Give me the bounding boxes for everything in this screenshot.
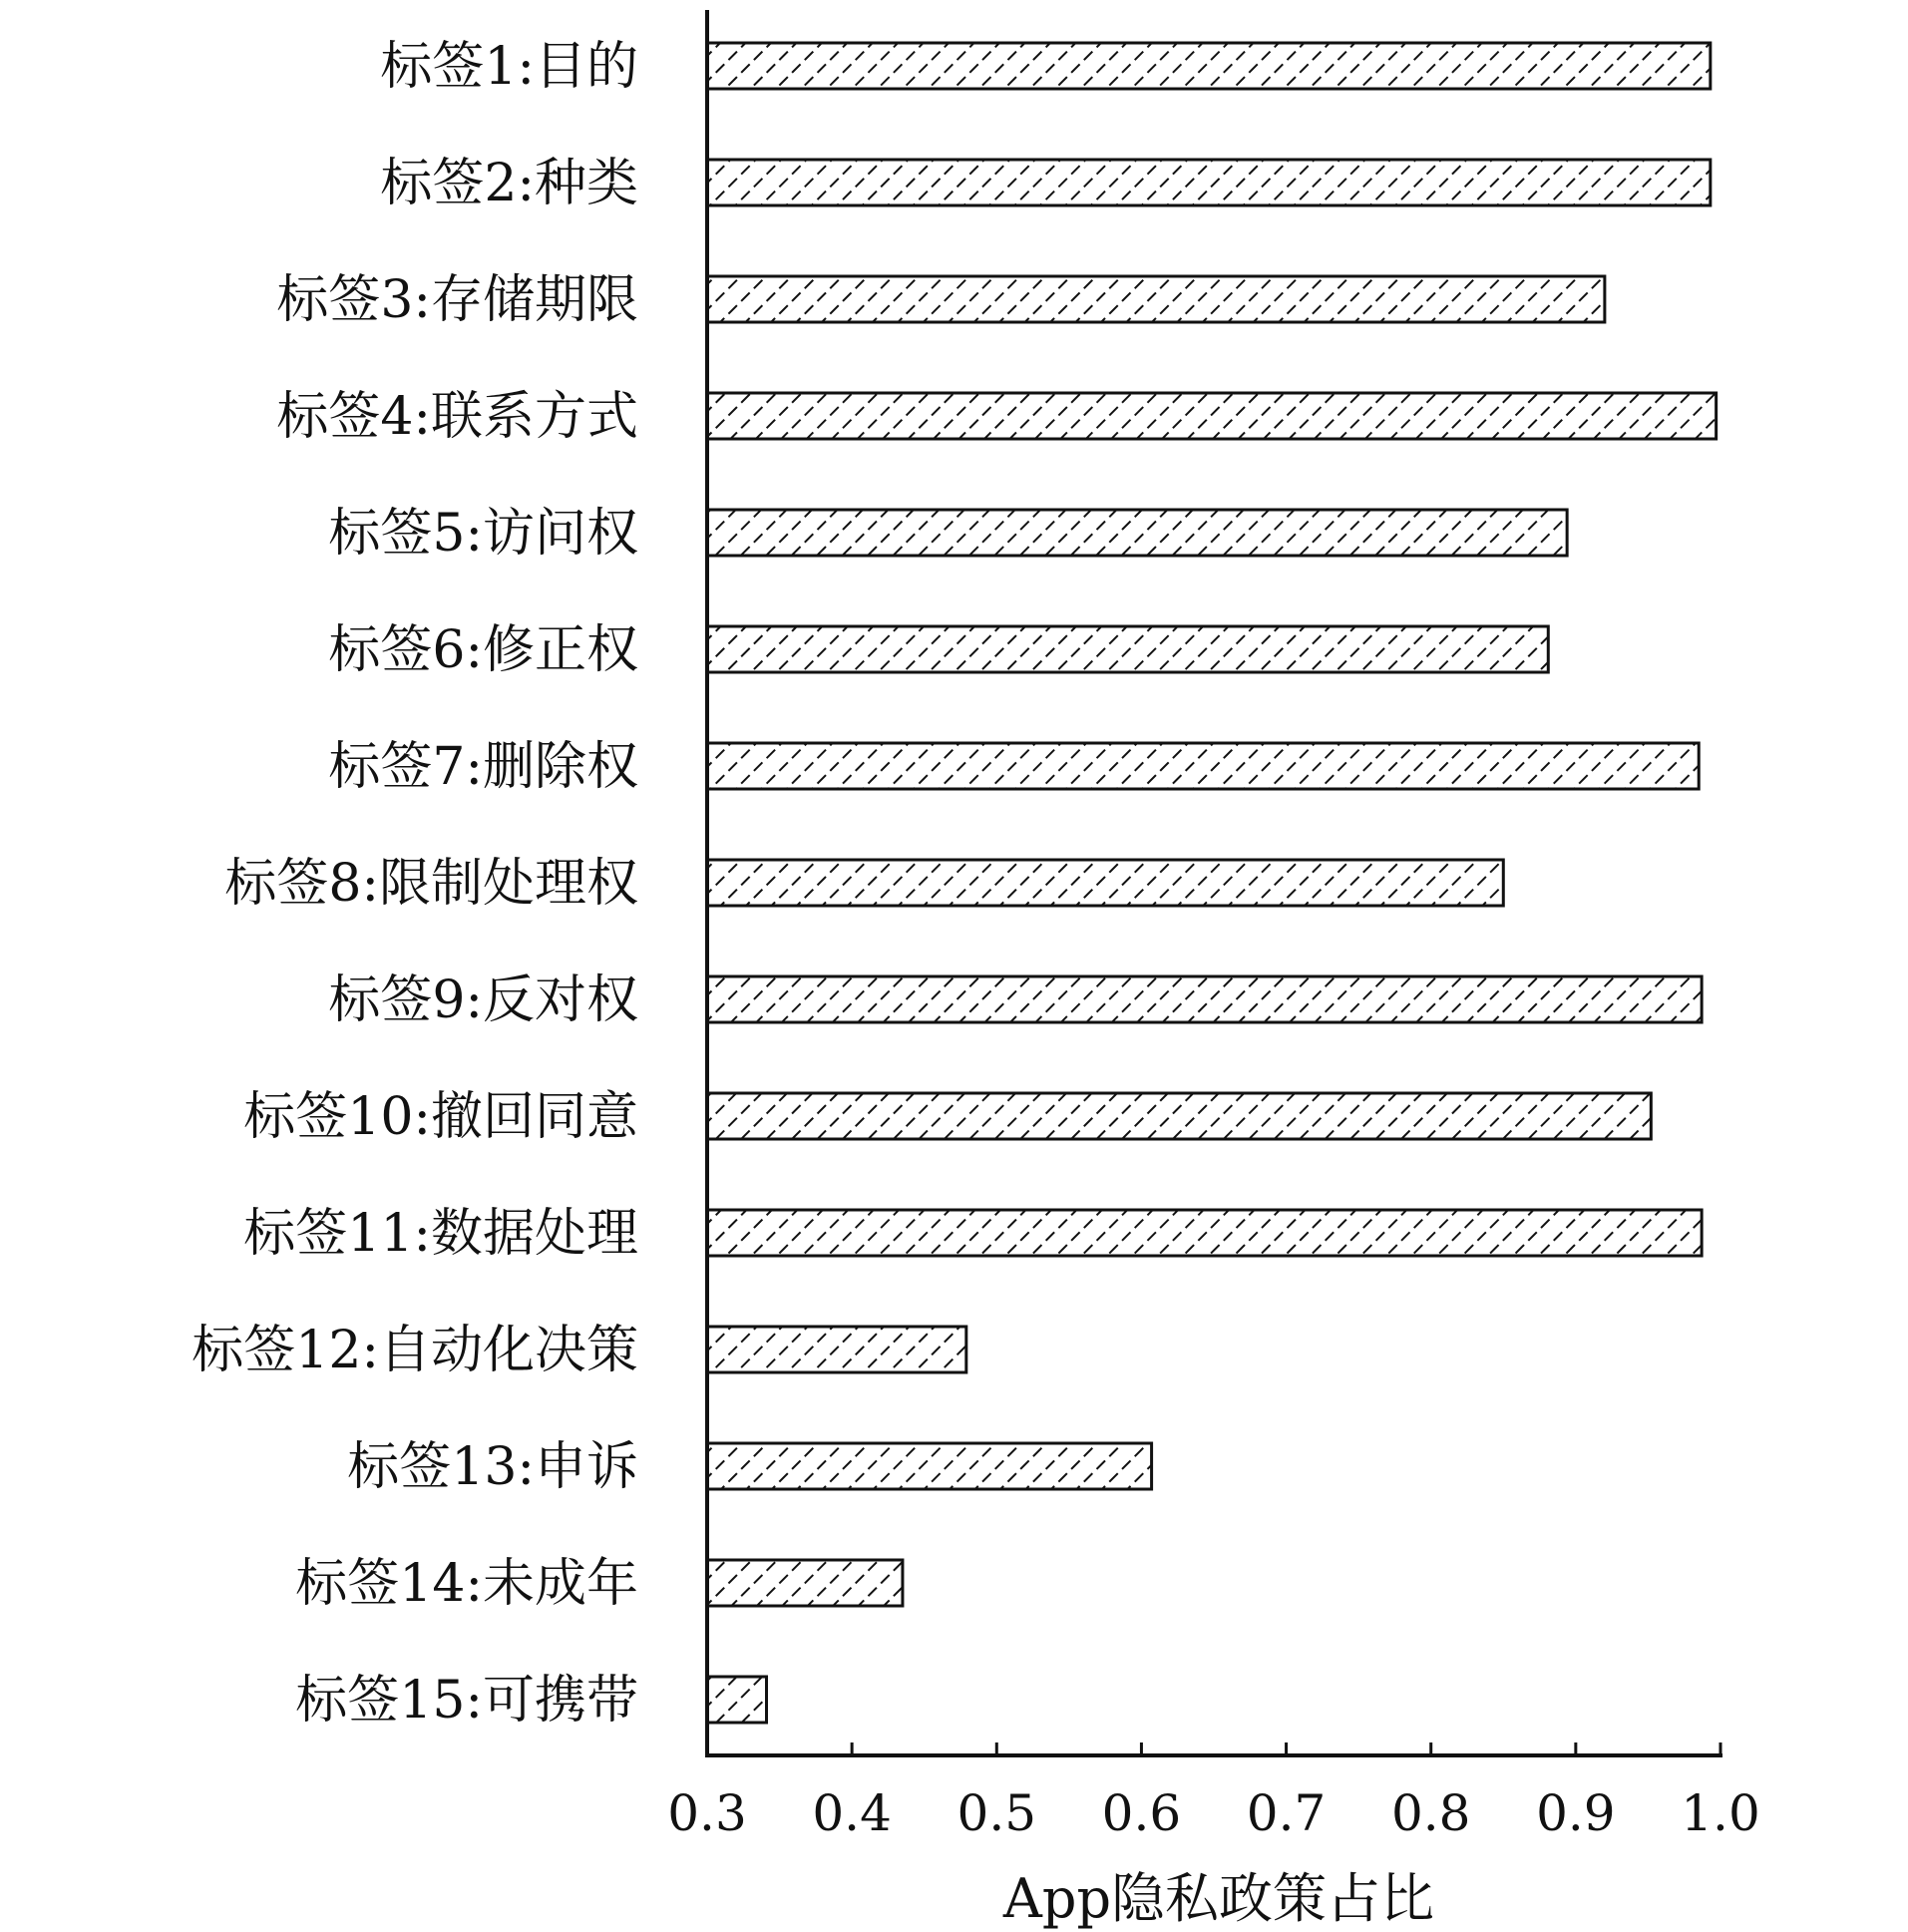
bar-8 — [707, 860, 1503, 906]
bar-5 — [707, 510, 1567, 556]
category-label-8: 标签8:限制处理权 — [224, 854, 638, 914]
category-label-7: 标签7:删除权 — [328, 737, 638, 797]
bar-15 — [707, 1677, 767, 1723]
x-tick-label-1: 0.3 — [667, 1784, 747, 1842]
bars-layer — [707, 43, 1717, 1723]
x-tick-label-8: 1.0 — [1681, 1784, 1760, 1842]
bar-12 — [707, 1327, 966, 1372]
bar-9 — [707, 976, 1702, 1022]
category-label-3: 标签3:存储期限 — [276, 270, 638, 330]
category-label-9: 标签9:反对权 — [328, 970, 638, 1030]
bar-11 — [707, 1210, 1702, 1256]
category-label-4: 标签4:联系方式 — [276, 387, 638, 447]
bar-14 — [707, 1560, 903, 1606]
category-label-6: 标签6:修正权 — [328, 620, 638, 680]
category-label-1: 标签1:目的 — [380, 37, 638, 97]
category-label-12: 标签12:自动化决策 — [191, 1321, 638, 1380]
bar-4 — [707, 393, 1717, 439]
bar-13 — [707, 1443, 1152, 1489]
category-label-15: 标签15:可携带 — [295, 1671, 638, 1731]
bar-3 — [707, 276, 1605, 322]
bar-7 — [707, 743, 1699, 789]
x-tick-label-5: 0.7 — [1246, 1784, 1327, 1842]
category-labels — [191, 37, 638, 1731]
category-label-10: 标签10:撤回同意 — [243, 1087, 638, 1147]
x-tick-label-2: 0.4 — [812, 1784, 892, 1842]
x-tick-label-4: 0.6 — [1101, 1784, 1182, 1842]
category-label-14: 标签14:未成年 — [295, 1554, 638, 1614]
category-label-2: 标签2:种类 — [380, 154, 638, 213]
x-tick-label-7: 0.9 — [1536, 1784, 1616, 1842]
category-label-5: 标签5:访问权 — [328, 504, 638, 564]
bar-10 — [707, 1093, 1651, 1139]
bar-1 — [707, 43, 1711, 89]
x-tick-label-3: 0.5 — [956, 1784, 1037, 1842]
x-axis-title: App隐私政策占比 — [1002, 1867, 1435, 1930]
bar-6 — [707, 626, 1548, 672]
bar-2 — [707, 160, 1711, 205]
x-tick-label-6: 0.8 — [1390, 1784, 1471, 1842]
category-label-11: 标签11:数据处理 — [243, 1204, 638, 1264]
category-label-13: 标签13:申诉 — [347, 1437, 638, 1497]
